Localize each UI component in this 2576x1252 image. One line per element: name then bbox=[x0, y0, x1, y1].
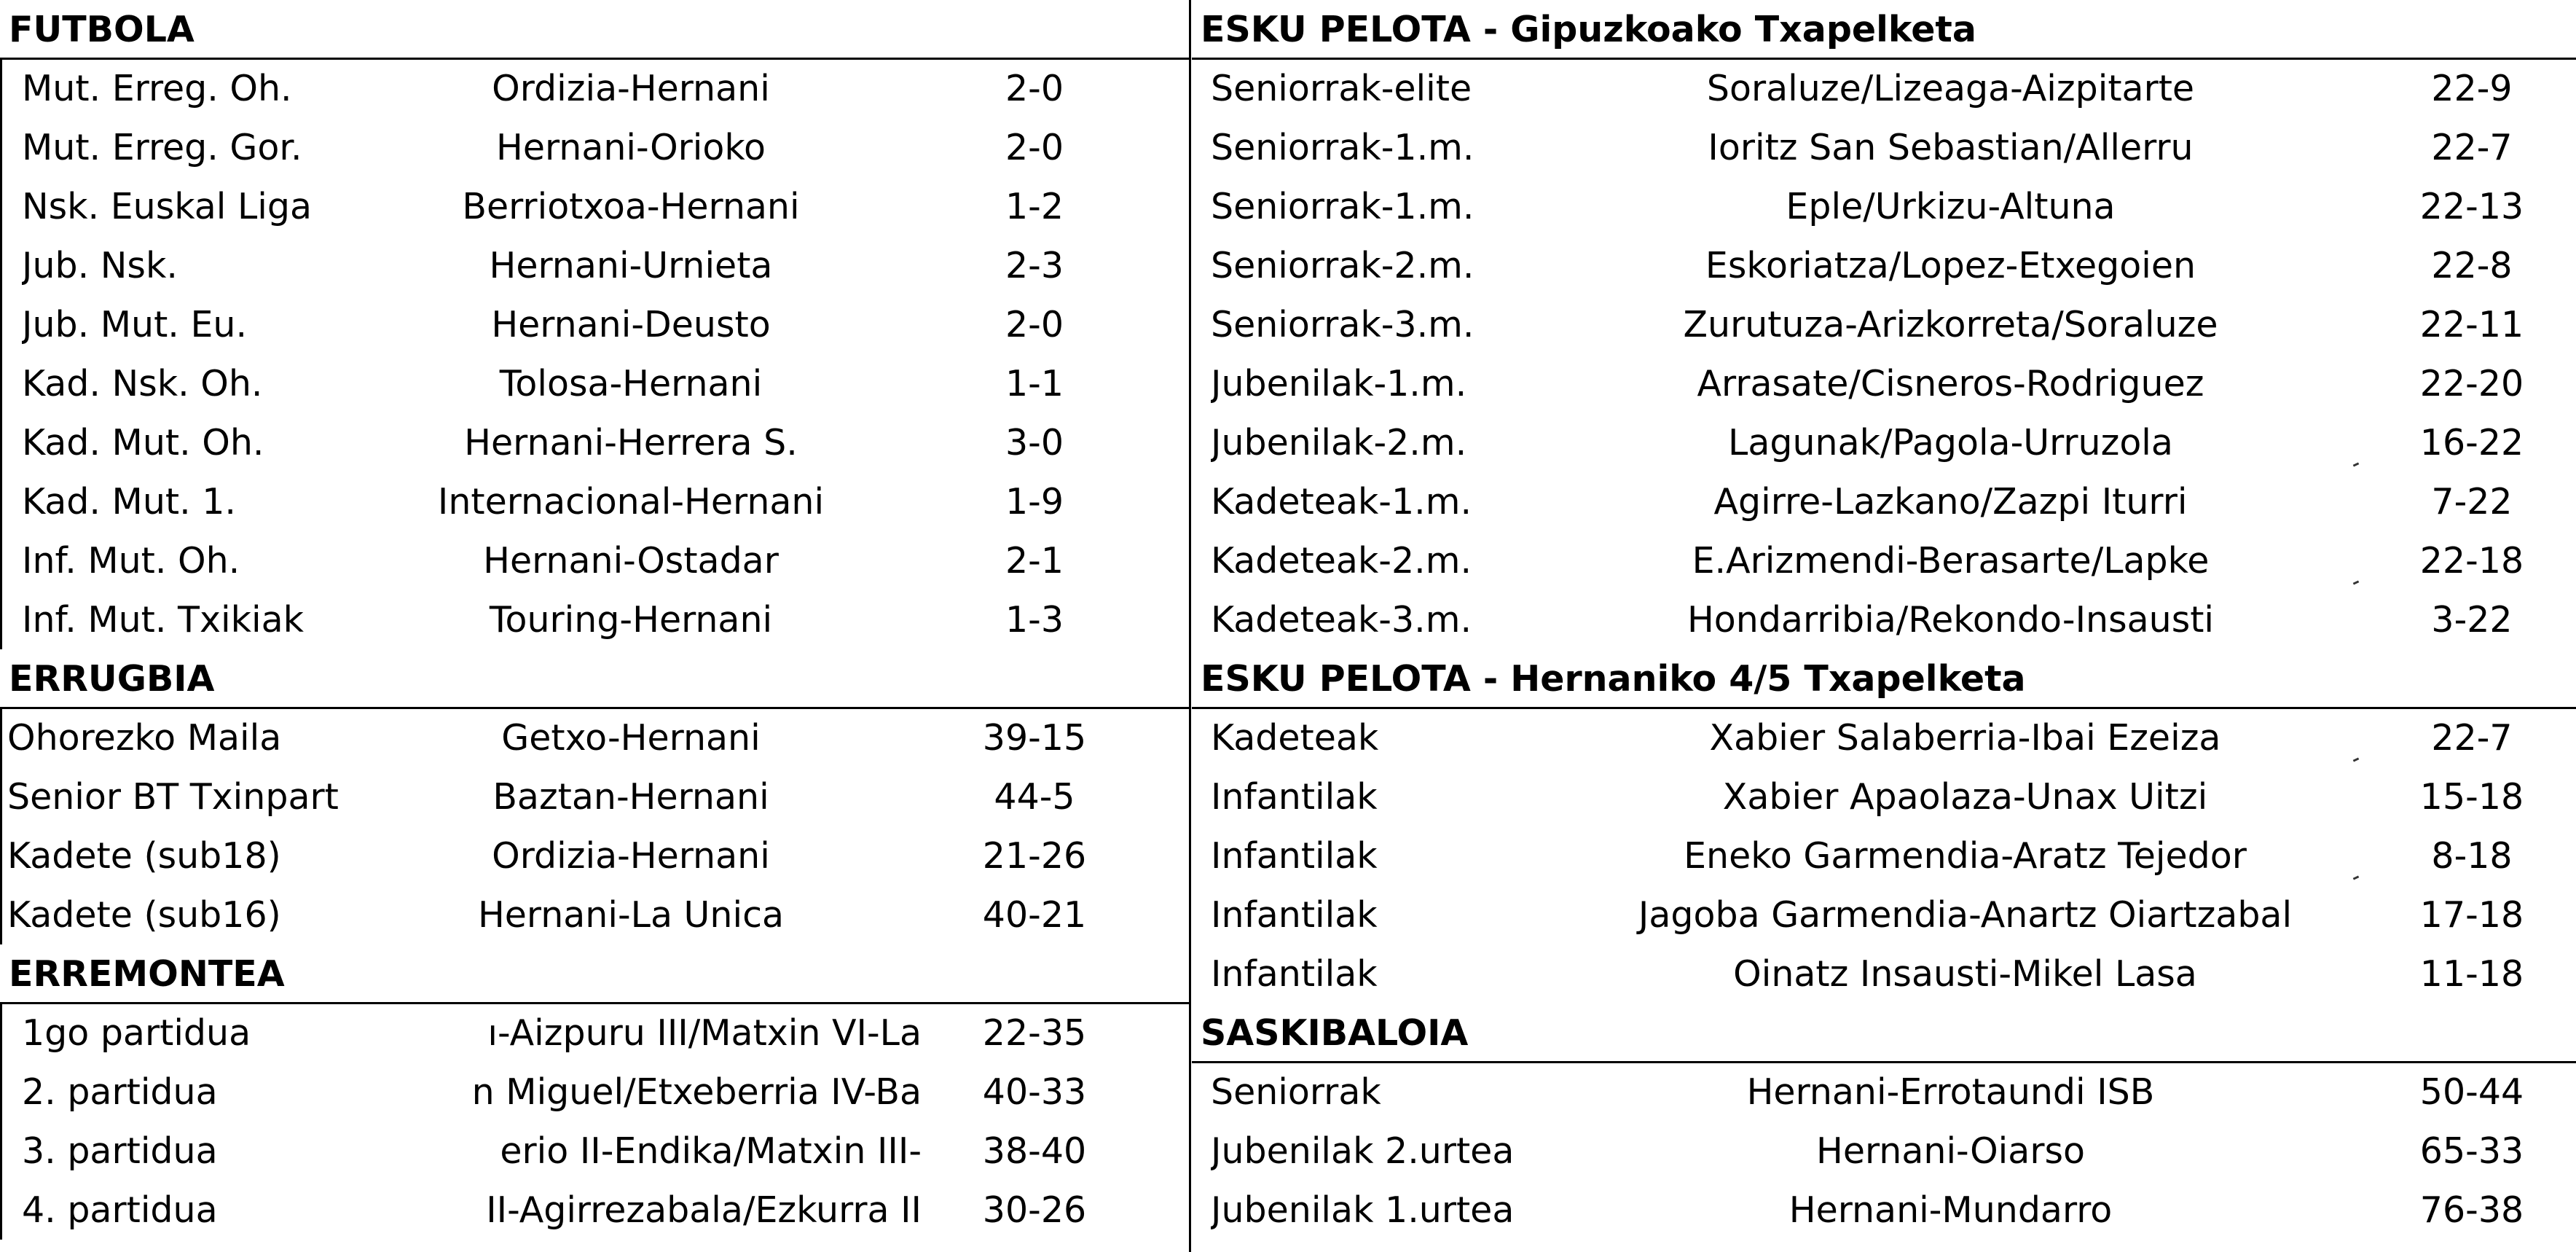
esku-pelota-hernani-row-score: 11-18 bbox=[2419, 953, 2524, 995]
futbola-left-border bbox=[0, 59, 2, 649]
errugbia-row-match: Getxo-Hernani bbox=[501, 717, 761, 759]
esku-pelota-hernani-row-score: 8-18 bbox=[2431, 835, 2513, 877]
esku-pelota-hernani-row-score: 15-18 bbox=[2419, 776, 2524, 818]
esku-pelota-gipuzkoa-row-match: Agirre-Lazkano/Zazpi Iturri bbox=[1713, 481, 2188, 523]
erremontea-row-category: 2. partidua bbox=[22, 1071, 218, 1113]
esku-pelota-hernani-row-score: 22-7 bbox=[2431, 717, 2513, 759]
saskibaloia-row-match: Hernani-Errotaundi ISB bbox=[1746, 1071, 2155, 1113]
errugbia-row-score: 21-26 bbox=[982, 835, 1087, 877]
futbola-row-score: 2-0 bbox=[1005, 68, 1064, 109]
errugbia-row-score: 40-21 bbox=[982, 894, 1087, 936]
esku-pelota-gipuzkoa-row-category: Jubenilak-2.m. bbox=[1211, 422, 1467, 463]
esku-pelota-gipuzkoa-row-category: Kadeteak-3.m. bbox=[1211, 599, 1472, 641]
esku-pelota-gipuzkoa-row-match: Lagunak/Pagola-Urruzola bbox=[1728, 422, 2173, 463]
erremontea-row-category: 3. partidua bbox=[22, 1130, 218, 1172]
erremontea-row-category: 1go partidua bbox=[22, 1012, 251, 1054]
erremontea-row-match: n Miguel/Etxeberria IV-Ba bbox=[471, 1071, 922, 1113]
futbola-row-category: Inf. Mut. Oh. bbox=[22, 540, 240, 582]
saskibaloia-row-score: 76-38 bbox=[2419, 1189, 2524, 1231]
esku-pelota-hernani-row-category: Infantilak bbox=[1211, 776, 1378, 818]
esku-pelota-hernani-title: ESKU PELOTA - Hernaniko 4/5 Txapelketa bbox=[1201, 658, 2026, 700]
futbola-row-match: Hernani-Ostadar bbox=[483, 540, 779, 582]
futbola-row-match: Ordizia-Hernani bbox=[492, 68, 770, 109]
saskibaloia-row-category: Seniorrak bbox=[1211, 1071, 1381, 1113]
saskibaloia-title: SASKIBALOIA bbox=[1201, 1012, 1469, 1054]
errugbia-row-match: Baztan-Hernani bbox=[492, 776, 769, 818]
erremontea-row-match: ı-Aizpuru III/Matxin VI-La bbox=[487, 1012, 922, 1054]
saskibaloia-row-match: Hernani-Mundarro bbox=[1788, 1189, 2113, 1231]
futbola-row-score: 1-9 bbox=[1005, 481, 1064, 523]
esku-pelota-hernani-row-category: Infantilak bbox=[1211, 953, 1378, 995]
esku-pelota-gipuzkoa-row-category: Seniorrak-2.m. bbox=[1211, 245, 1474, 286]
futbola-row-score: 3-0 bbox=[1005, 422, 1064, 463]
esku-pelota-gipuzkoa-row-score: 3-22 bbox=[2431, 599, 2513, 641]
erremontea-row-score: 38-40 bbox=[982, 1130, 1087, 1172]
esku-pelota-hernani-row-category: Infantilak bbox=[1211, 894, 1378, 936]
errugbia-row-category: Ohorezko Maila bbox=[7, 717, 282, 759]
futbola-row-score: 2-0 bbox=[1005, 127, 1064, 168]
saskibaloia-row-match: Hernani-Oiarso bbox=[1816, 1130, 2085, 1172]
futbola-row-match: Touring-Hernani bbox=[489, 599, 773, 641]
errugbia-row-match: Ordizia-Hernani bbox=[492, 835, 770, 877]
esku-pelota-gipuzkoa-row-match: Zurutuza-Arizkorreta/Soraluze bbox=[1683, 304, 2218, 345]
errugbia-left-border bbox=[0, 708, 2, 944]
futbola-row-match: Hernani-Urnieta bbox=[489, 245, 773, 286]
esku-pelota-gipuzkoa-row-category: Seniorrak-3.m. bbox=[1211, 304, 1474, 345]
futbola-row-score: 2-0 bbox=[1005, 304, 1064, 345]
erremontea-row-score: 22-35 bbox=[982, 1012, 1087, 1054]
futbola-row-score: 2-3 bbox=[1005, 245, 1064, 286]
esku-pelota-gipuzkoa-row-match: E.Arizmendi-Berasarte/Lapke bbox=[1692, 540, 2210, 582]
futbola-row-category: Kad. Mut. 1. bbox=[22, 481, 236, 523]
futbola-row-category: Mut. Erreg. Oh. bbox=[22, 68, 292, 109]
esku-pelota-hernani-row-match: Jagoba Garmendia-Anartz Oiartzabal bbox=[1638, 894, 2293, 936]
futbola-row-score: 1-3 bbox=[1005, 599, 1064, 641]
esku-pelota-gipuzkoa-row-score: 7-22 bbox=[2431, 481, 2513, 523]
futbola-row-category: Kad. Mut. Oh. bbox=[22, 422, 264, 463]
errugbia-title: ERRUGBIA bbox=[9, 658, 215, 700]
esku-pelota-gipuzkoa-row-match: Eskoriatza/Lopez-Etxegoien bbox=[1705, 245, 2196, 286]
futbola-row-category: Inf. Mut. Txikiak bbox=[22, 599, 304, 641]
esku-pelota-hernani-row-match: Xabier Salaberria-Ibai Ezeiza bbox=[1709, 717, 2221, 759]
esku-pelota-hernani-row-match: Xabier Apaolaza-Unax Uitzi bbox=[1722, 776, 2208, 818]
esku-pelota-gipuzkoa-row-score: 22-7 bbox=[2431, 127, 2513, 168]
erremontea-title: ERREMONTEA bbox=[9, 953, 285, 995]
erremontea-row-category: 4. partidua bbox=[22, 1189, 218, 1231]
esku-pelota-gipuzkoa-row-category: Kadeteak-2.m. bbox=[1211, 540, 1472, 582]
errugbia-row-category: Kadete (sub18) bbox=[7, 835, 281, 877]
esku-pelota-gipuzkoa-row-category: Seniorrak-elite bbox=[1211, 68, 1472, 109]
esku-pelota-gipuzkoa-row-match: Soraluze/Lizeaga-Aizpitarte bbox=[1706, 68, 2195, 109]
stray-mark bbox=[2353, 757, 2360, 762]
erremontea-row-match: erio II-Endika/Matxin III- bbox=[500, 1130, 922, 1172]
center-divider bbox=[1189, 0, 1191, 1252]
esku-pelota-gipuzkoa-row-category: Seniorrak-1.m. bbox=[1211, 186, 1474, 227]
esku-pelota-gipuzkoa-row-match: Arrasate/Cisneros-Rodriguez bbox=[1697, 363, 2204, 404]
esku-pelota-hernani-row-match: Oinatz Insausti-Mikel Lasa bbox=[1733, 953, 2197, 995]
esku-pelota-gipuzkoa-row-match: Hondarribia/Rekondo-Insausti bbox=[1686, 599, 2215, 641]
stray-mark bbox=[2353, 462, 2360, 466]
esku-pelota-hernani-row-score: 17-18 bbox=[2419, 894, 2524, 936]
stray-mark bbox=[2353, 580, 2360, 584]
futbola-row-category: Nsk. Euskal Liga bbox=[22, 186, 313, 227]
saskibaloia-row-category: Jubenilak 2.urtea bbox=[1211, 1130, 1515, 1172]
saskibaloia-row-category: Jubenilak 1.urtea bbox=[1211, 1189, 1515, 1231]
futbola-row-match: Berriotxoa-Hernani bbox=[462, 186, 800, 227]
errugbia-row-category: Senior BT Txinpart bbox=[7, 776, 339, 818]
futbola-row-category: Mut. Erreg. Gor. bbox=[22, 127, 302, 168]
esku-pelota-gipuzkoa-row-score: 22-13 bbox=[2419, 186, 2524, 227]
esku-pelota-gipuzkoa-row-score: 22-11 bbox=[2419, 304, 2524, 345]
erremontea-left-border bbox=[0, 1003, 2, 1240]
futbola-row-score: 1-1 bbox=[1005, 363, 1064, 404]
futbola-row-category: Kad. Nsk. Oh. bbox=[22, 363, 263, 404]
esku-pelota-hernani-row-match: Eneko Garmendia-Aratz Tejedor bbox=[1684, 835, 2247, 877]
futbola-row-category: Jub. Mut. Eu. bbox=[22, 304, 248, 345]
erremontea-row-match: II-Agirrezabala/Ezkurra II bbox=[486, 1189, 922, 1231]
errugbia-row-match: Hernani-La Unica bbox=[477, 894, 785, 936]
futbola-row-score: 2-1 bbox=[1005, 540, 1064, 582]
esku-pelota-gipuzkoa-row-category: Kadeteak-1.m. bbox=[1211, 481, 1472, 523]
futbola-row-match: Tolosa-Hernani bbox=[499, 363, 763, 404]
errugbia-row-score: 39-15 bbox=[982, 717, 1087, 759]
erremontea-row-score: 40-33 bbox=[982, 1071, 1087, 1113]
esku-pelota-gipuzkoa-row-category: Seniorrak-1.m. bbox=[1211, 127, 1474, 168]
saskibaloia-row-score: 65-33 bbox=[2419, 1130, 2524, 1172]
erremontea-row-score: 30-26 bbox=[982, 1189, 1087, 1231]
futbola-row-category: Jub. Nsk. bbox=[22, 245, 178, 286]
futbola-row-match: Hernani-Herrera S. bbox=[464, 422, 798, 463]
futbola-row-match: Hernani-Deusto bbox=[491, 304, 771, 345]
esku-pelota-gipuzkoa-row-match: Eple/Urkizu-Altuna bbox=[1786, 186, 2116, 227]
futbola-row-match: Hernani-Orioko bbox=[496, 127, 766, 168]
futbola-row-score: 1-2 bbox=[1005, 186, 1064, 227]
stray-mark bbox=[2353, 875, 2360, 880]
esku-pelota-gipuzkoa-row-category: Jubenilak-1.m. bbox=[1211, 363, 1467, 404]
errugbia-row-category: Kadete (sub16) bbox=[7, 894, 281, 936]
esku-pelota-gipuzkoa-row-score: 22-20 bbox=[2419, 363, 2524, 404]
saskibaloia-row-score: 50-44 bbox=[2419, 1071, 2524, 1113]
esku-pelota-gipuzkoa-row-match: Ioritz San Sebastian/Allerru bbox=[1708, 127, 2194, 168]
esku-pelota-gipuzkoa-row-score: 16-22 bbox=[2419, 422, 2524, 463]
errugbia-row-score: 44-5 bbox=[994, 776, 1075, 818]
futbola-title: FUTBOLA bbox=[9, 9, 195, 50]
esku-pelota-gipuzkoa-row-score: 22-9 bbox=[2431, 68, 2513, 109]
esku-pelota-gipuzkoa-row-score: 22-18 bbox=[2419, 540, 2524, 582]
esku-pelota-gipuzkoa-row-score: 22-8 bbox=[2431, 245, 2513, 286]
futbola-row-match: Internacional-Hernani bbox=[437, 481, 825, 523]
esku-pelota-gipuzkoa-title: ESKU PELOTA - Gipuzkoako Txapelketa bbox=[1201, 9, 1976, 50]
esku-pelota-hernani-row-category: Kadeteak bbox=[1211, 717, 1379, 759]
esku-pelota-hernani-row-category: Infantilak bbox=[1211, 835, 1378, 877]
